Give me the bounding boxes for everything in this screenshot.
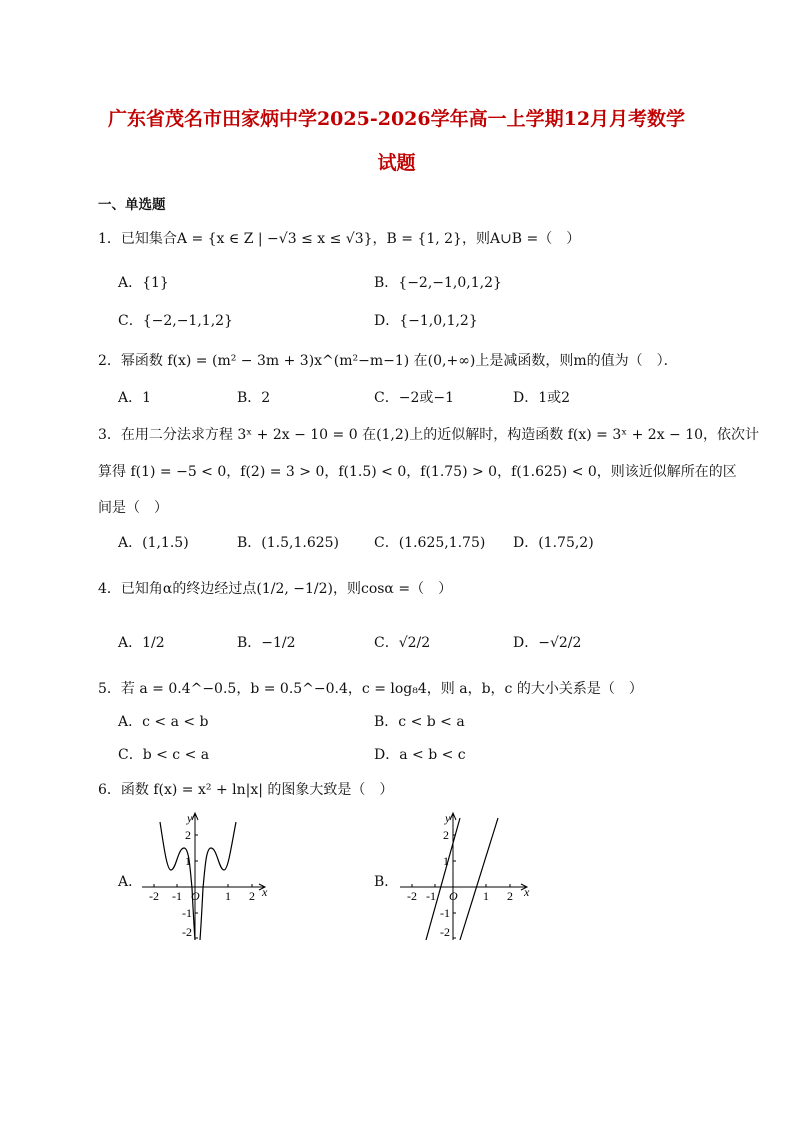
x-axis-label: x [262,885,268,899]
label-x-neg1: -1 [426,889,436,903]
label-y-neg1: -1 [440,906,450,920]
curve-a-right [200,822,236,940]
q5-option-a: A．c < a < b [118,714,209,730]
question-3-line1: 3．在用二分法求方程 3ˣ + 2x − 10 = 0 在(1,2)上的近似解时，构造函数 f(x) = 3ˣ + 2x − 10，依次计 [98,427,760,443]
label-x-2: 2 [249,889,255,903]
q5-option-b: B．c < b < a [374,714,465,730]
label-y-neg2: -2 [440,925,450,939]
question-3-line3: 间是（ ） [98,500,168,516]
q1-option-a: A．{1} [118,275,169,291]
origin-label: O [191,889,200,903]
label-x-neg2: -2 [407,889,417,903]
y-axis-label: y [187,811,193,825]
q3-option-d: D．(1.75,2) [513,535,594,551]
q3-option-c: C．(1.625,1.75) [374,535,486,551]
q6-option-a: A． [118,874,143,890]
question-2-stem: 2．幂函数 f(x) = (m² − 3m + 3)x^(m²−m−1) 在(0,+∞)上是减函数，则m的值为（ ）． [98,353,678,369]
question-6-stem: 6．函数 f(x) = x² + ln|x| 的图象大致是（ ） [98,782,394,798]
label-x-neg1: -1 [172,889,182,903]
question-5-stem: 5．若 a = 0.4^−0.5，b = 0.5^−0.4，c = log₈4，则 a，b，c 的大小关系是（ ） [98,681,643,697]
q1-option-b: B．{−2,−1,0,1,2} [374,275,502,291]
q1-option-c: C．{−2,−1,1,2} [118,313,233,329]
q4-option-b: B．−1/2 [237,635,296,651]
origin-label: O [449,889,458,903]
question-3-line2: 算得 f(1) = −5 < 0，f(2) = 3 > 0，f(1.5) < 0，f(1.75) > 0，f(1.625) < 0，则该近似解所在的区 [98,464,737,480]
label-x-2: 2 [507,889,513,903]
y-axis-label: y [445,811,451,825]
q4-option-c: C．√2/2 [374,635,431,651]
q6-graph-a [140,808,270,943]
label-x-1: 1 [225,889,231,903]
document-title-line2: 试题 [377,152,416,174]
x-axis-label: x [524,885,530,899]
label-y-1: 1 [443,854,449,868]
question-4-stem: 4．已知角α的终边经过点(1/2, −1/2)，则cosα =（ ） [98,581,453,597]
q3-option-a: A．(1,1.5) [118,535,189,551]
q1-option-d: D．{−1,0,1,2} [374,313,478,329]
label-y-2: 2 [185,828,191,842]
q2-option-c: C．−2或−1 [374,390,454,406]
q5-option-c: C．b < c < a [118,747,210,763]
label-y-neg2: -2 [182,925,192,939]
label-y-neg1: -1 [182,906,192,920]
label-y-2: 2 [443,828,449,842]
label-x-1: 1 [483,889,489,903]
section-heading: 一、单选题 [98,197,166,213]
q5-option-d: D．a < b < c [374,747,466,763]
curve-b-right [460,818,498,940]
q6-option-b: B． [374,874,399,890]
q4-option-d: D．−√2/2 [513,635,582,651]
q6-graph-b [398,808,533,943]
label-x-neg2: -2 [149,889,159,903]
q4-option-a: A．1/2 [118,635,165,651]
q3-option-b: B．(1.5,1.625) [237,535,340,551]
q2-option-a: A．1 [118,390,152,406]
question-1-stem: 1．已知集合A = {x ∈ Z | −√3 ≤ x ≤ √3}，B = {1, 2}，则A∪B =（ ） [98,231,581,247]
q2-option-b: B．2 [237,390,271,406]
q2-option-d: D．1或2 [513,390,571,406]
document-title-line1: 广东省茂名市田家炳中学2025-2026学年高一上学期12月月考数学 [107,108,686,130]
label-y-1: 1 [185,854,191,868]
